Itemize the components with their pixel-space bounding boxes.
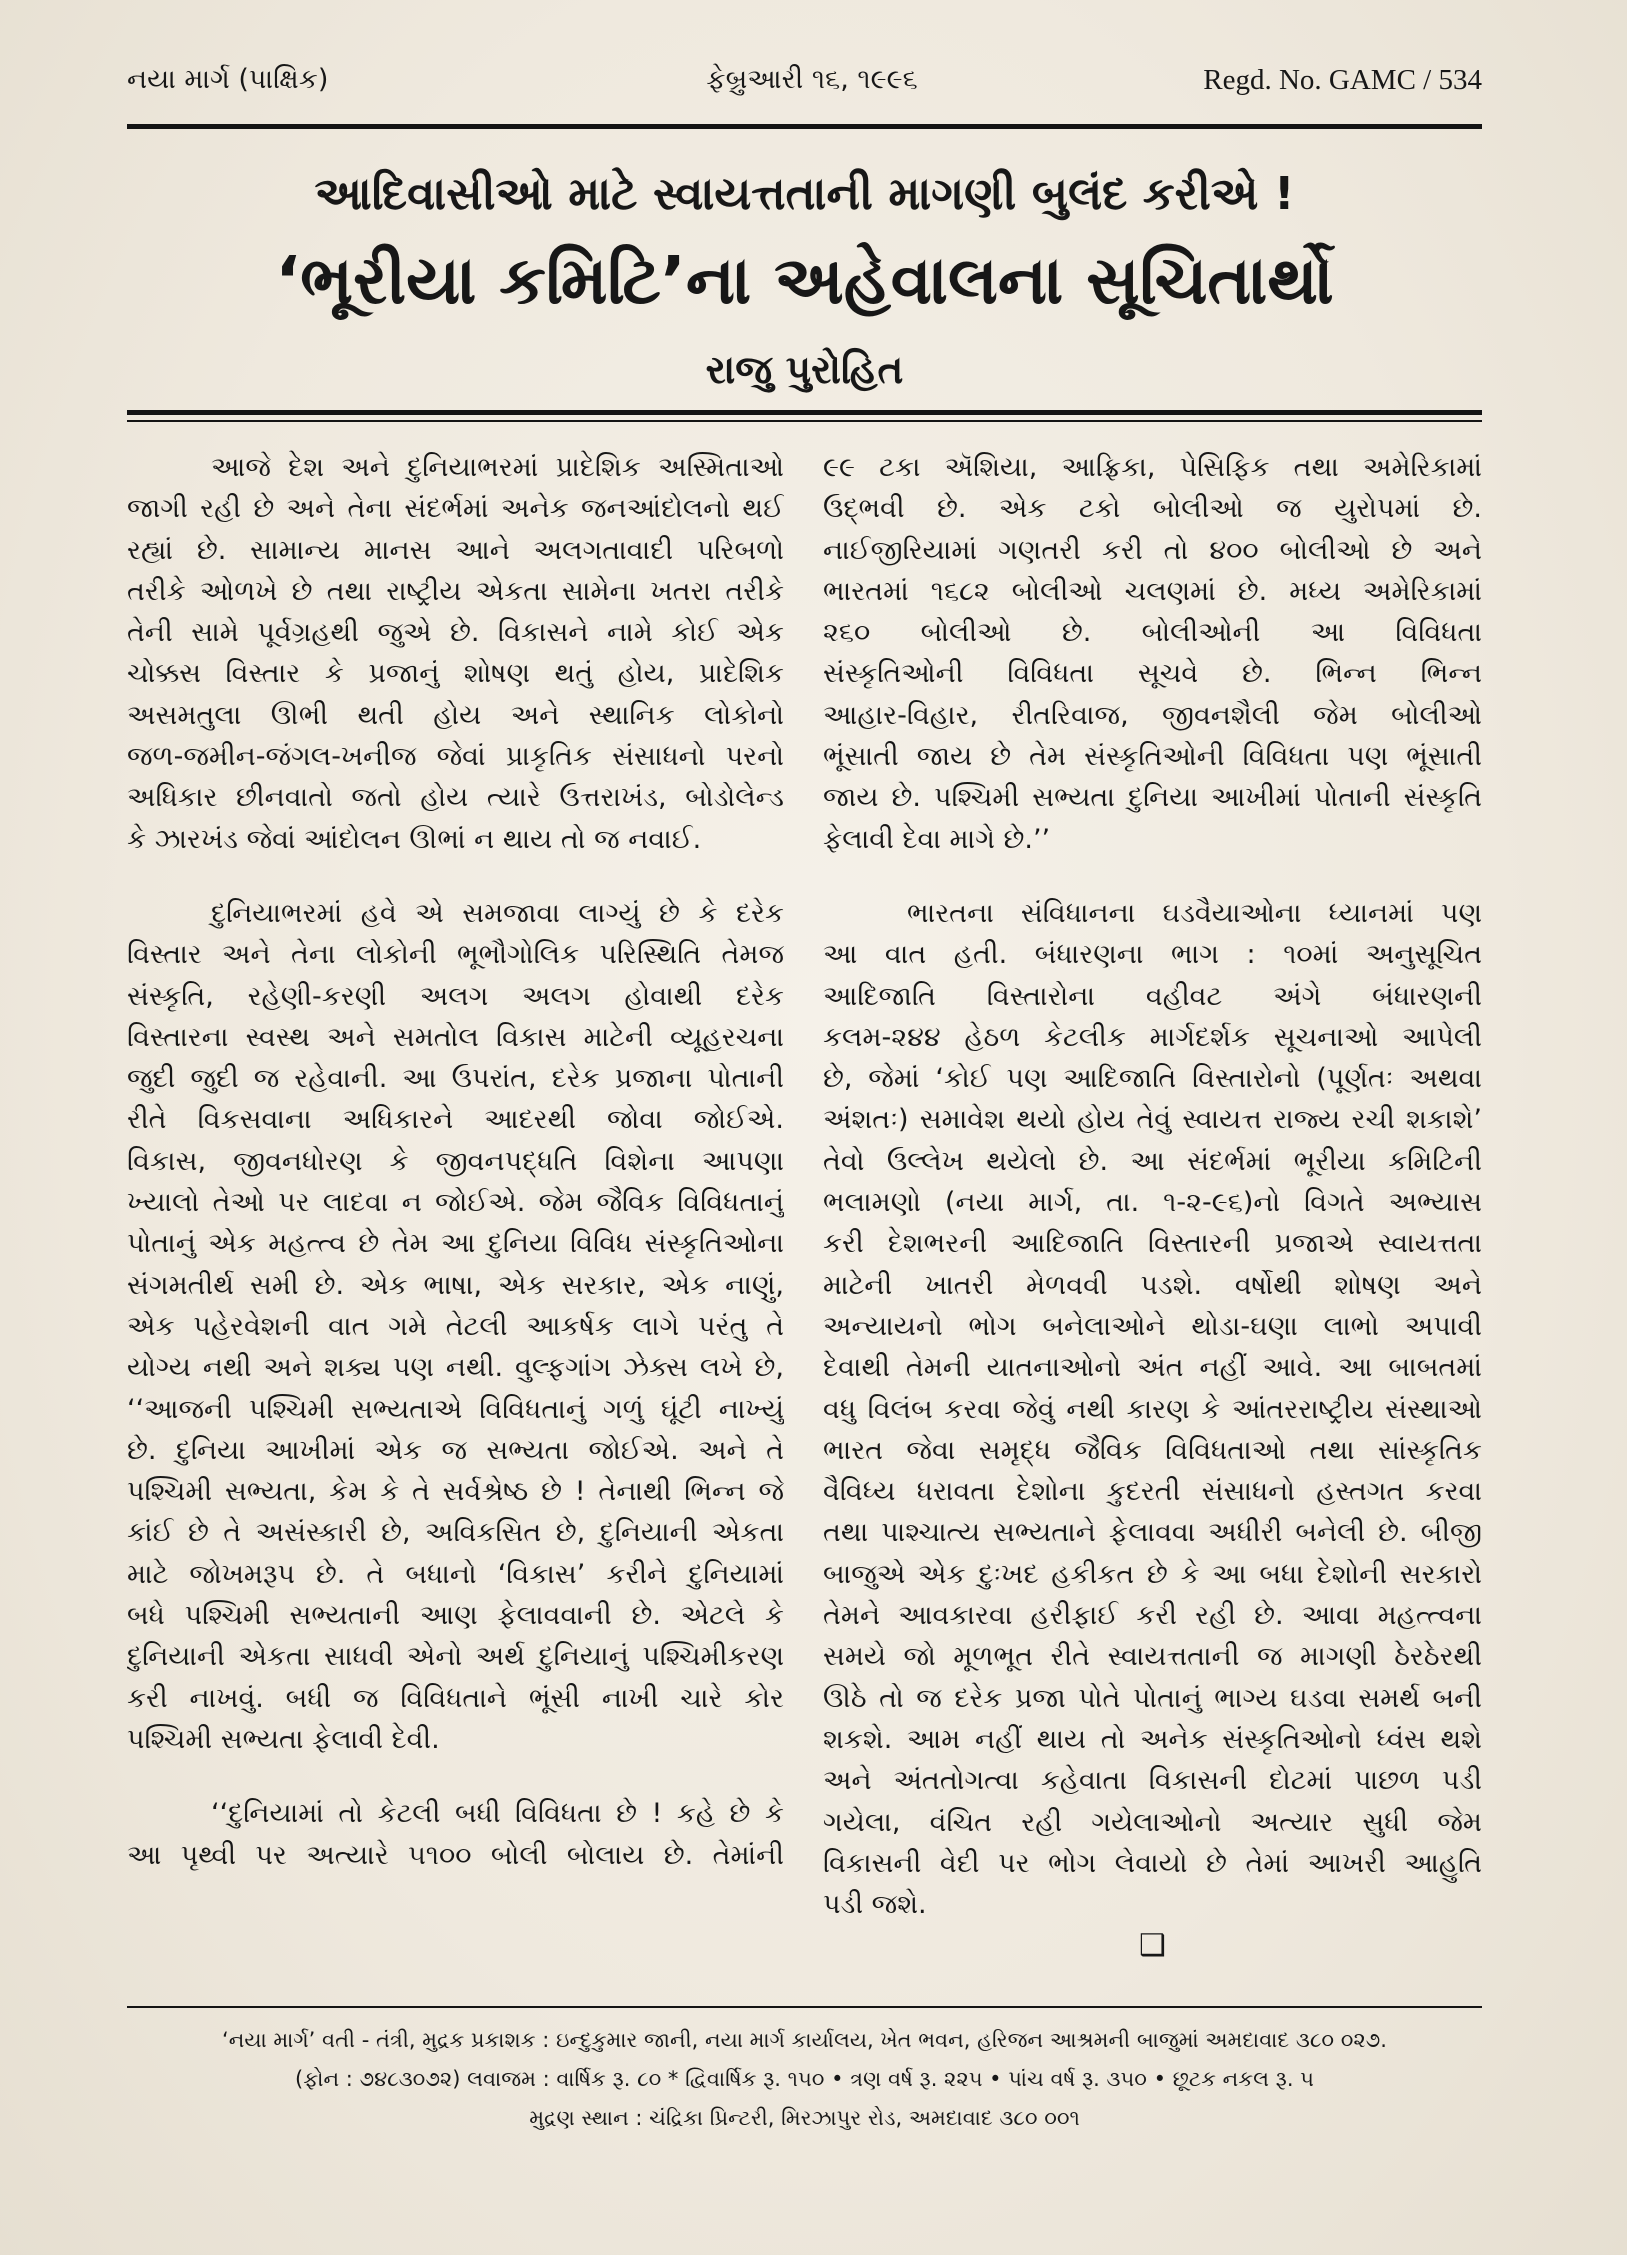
article-line: ‘‘દુનિયામાં તો કેટલી બધી વિવિધતા છે ! કહે છે કે [211,1798,784,1830]
right-column [823,447,1482,1967]
article-line: વિસ્તારના સ્વસ્થ અને સમતોલ વિકાસ માટેની વ્યૂહરચના [127,1021,784,1053]
article-line: ભારતના સંવિધાનના ઘડવૈયાઓના ધ્યાનમાં પણ [907,897,1482,929]
article-paragraph [823,447,1482,860]
publication-name: નયા માર્ગ (પાક્ષિક) [127,64,329,95]
article-line: તેની સામે પૂર્વગ્રહથી જુએ છે. વિકાસને નામે કોઈ એક [127,617,784,649]
article-line: ફેલાવી દેવા માગે છે.’’ [823,823,1051,855]
left-column [127,447,784,1876]
header-rule [127,124,1482,129]
article-line: ગયેલા, વંચિત રહી ગયેલાઓનો અત્યાર સુધી જેમ [823,1806,1482,1838]
footer-subscription-line: (ફોન : ૭૪૮૩૦૭૨) લવાજમ : વાર્ષિક રૂ. ૮૦ * દ્વિવાર્ષિક રૂ. ૧૫૦ • ત્રણ વર્ષ રૂ. ૨૨૫ • પાંચ વર્ષ રૂ. ૩૫૦ • છૂટક નકલ રૂ. ૫ [295,2067,1314,2091]
article-line: પશ્ચિમી સભ્યતા ફેલાવી દેવી. [127,1723,440,1755]
footer-rule [127,2006,1482,2008]
footer-printer-line: મુદ્રણ સ્થાન : ચંદ્રિકા પ્રિન્ટરી, મિરઝાપુર રોડ, અમદાવાદ ૩૮૦ ૦૦૧ [529,2106,1080,2130]
article-line: ભલામણો (નયા માર્ગ, તા. ૧-૨-૯૬)નો વિગતે અભ્યાસ [823,1187,1482,1219]
article-line: પડી જશે. [823,1889,927,1921]
article-line: જાય છે. પશ્ચિમી સભ્યતા દુનિયા આખીમાં પોતાની સંસ્કૃતિ [823,782,1482,814]
title-rule-thick [127,410,1482,415]
article-line: અસમતુલા ઊભી થતી હોય અને સ્થાનિક લોકોનો [127,699,784,731]
article-line: તથા પાશ્ચાત્ય સભ્યતાને ફેલાવવા અધીરી બનેલી છે. બીજી [823,1517,1482,1549]
article-line: દેવાથી તેમની યાતનાઓનો અંત નહીં આવે. આ બાબતમાં [823,1352,1482,1384]
article-line: અને અંતતોગત્વા કહેવાતા વિકાસની દોટમાં પાછળ પડી [823,1765,1482,1797]
article-line: કરી દેશભરની આદિજાતિ વિસ્તારની પ્રજાએ સ્વાયત્તતા [823,1228,1482,1260]
article-paragraph [127,893,784,1760]
article-line: સંગમતીર્થ સમી છે. એક ભાષા, એક સરકાર, એક નાણું, [127,1269,784,1301]
article-line: રહ્યાં છે. સામાન્ય માનસ આને અલગતાવાદી પરિબળો [127,534,784,566]
end-of-article-mark: ❑ [1139,1928,1166,1964]
article-line: એક પહેરવેશની વાત ગમે તેટલી આકર્ષક લાગે પરંતુ તે [127,1310,784,1342]
article-line: દુનિયાભરમાં હવે એ સમજાવા લાગ્યું છે કે દરેક [211,897,784,929]
article-line: માટેની ખાતરી મેળવવી પડશે. વર્ષોથી શોષણ અને [823,1269,1482,1301]
article-line: તેવો ઉલ્લેખ થયેલો છે. આ સંદર્ભમાં ભૂરીયા કમિટિની [823,1145,1482,1177]
article-author: રાજુ પુરોહિત [705,348,904,393]
article-line: ૨૬૦ બોલીઓ છે. બોલીઓની આ વિવિધતા [823,617,1482,649]
article-line: છે, જેમાં ‘કોઈ પણ આદિજાતિ વિસ્તારોનો (પૂર્ણતઃ અથવા [823,1063,1482,1095]
article-line: આહાર-વિહાર, રીતરિવાજ, જીવનશૈલી જેમ બોલીઓ [823,699,1482,731]
article-line: જાગી રહી છે અને તેના સંદર્ભમાં અનેક જનઆંદોલનો થઈ [127,493,784,525]
article-line: તેમને આવકારવા હરીફાઈ કરી રહી છે. આવા મહત્ત્વના [823,1600,1482,1632]
footer-publisher-line: ‘નયા માર્ગ’ વતી - તંત્રી, મુદ્રક પ્રકાશક : ઇન્દુકુમાર જાની, નયા માર્ગ કાર્યાલય, ખેત ભવન, હરિજન આશ્રમની બાજુમાં અમદાવાદ ૩૮૦ ૦૨૭. [222,2028,1387,2052]
article-line: ઉદ્ભવી છે. એક ટકો બોલીઓ જ યુરોપમાં છે. [823,493,1482,525]
article-line: જળ-જમીન-જંગલ-ખનીજ જેવાં પ્રાકૃતિક સંસાધનો પરનો [127,741,784,773]
article-line: ખ્યાલો તેઓ પર લાદવા ન જોઈએ. જેમ જૈવિક વિવિધતાનું [127,1187,784,1219]
article-line: વૈવિધ્ય ધરાવતા દેશોના કુદરતી સંસાધનો હસ્તગત કરવા [823,1476,1482,1508]
article-line: વધુ વિલંબ કરવા જેવું નથી કારણ કે આંતરરાષ્ટ્રીય સંસ્થાઓ [823,1393,1482,1425]
article-line: ‘‘આજની પશ્ચિમી સભ્યતાએ વિવિધતાનું ગળું ઘૂંટી નાખ્યું [127,1393,784,1425]
article-line: અધિકાર છીનવાતો જતો હોય ત્યારે ઉત્તરાખંડ, બોડોલેન્ડ [127,782,784,814]
article-line: વિકાસની વેદી પર ભોગ લેવાયો છે તેમાં આખરી આહુતિ [823,1847,1482,1879]
article-line: ઊઠે તો જ દરેક પ્રજા પોતે પોતાનું ભાગ્ય ઘડવા સમર્થ બની [823,1682,1482,1714]
registration-number: Regd. No. GAMC / 534 [1203,64,1482,96]
article-line: ચોક્કસ વિસ્તાર કે પ્રજાનું શોષણ થતું હોય, પ્રાદેશિક [127,658,784,690]
article-line: આદિજાતિ વિસ્તારોના વહીવટ અંગે બંધારણની [823,980,1482,1012]
article-line: તરીકે ઓળખે છે તથા રાષ્ટ્રીય એકતા સામેના ખતરા તરીકે [127,575,784,607]
article-line: પશ્ચિમી સભ્યતા, કેમ કે તે સર્વશ્રેષ્ઠ છે ! તેનાથી ભિન્ન જે [127,1476,784,1508]
article-line: યોગ્ય નથી અને શક્ય પણ નથી. વુલ્ફગાંગ ઝેક્સ લખે છે, [127,1352,784,1384]
article-line: સંસ્કૃતિઓની વિવિધતા સૂચવે છે. ભિન્ન ભિન્ન [823,658,1482,690]
issue-date: ફેબ્રુઆરી ૧૬, ૧૯૯૬ [706,64,918,95]
article-line: સમયે જો મૂળભૂત રીતે સ્વાયત્તતાની જ માગણી ઠેરઠેરથી [823,1641,1482,1673]
article-line: અંશતઃ) સમાવેશ થયો હોય તેવું સ્વાયત્ત રાજ્ય રચી શકાશે’ [823,1104,1482,1136]
article-line: ભૂંસાતી જાય છે તેમ સંસ્કૃતિઓની વિવિધતા પણ ભૂંસાતી [823,741,1482,773]
article-line: કે ઝારખંડ જેવાં આંદોલન ઊભાં ન થાય તો જ નવાઈ. [127,823,702,855]
article-line: ભારતમાં ૧૬૮૨ બોલીઓ ચલણમાં છે. મધ્ય અમેરિકામાં [823,575,1482,607]
title-rule-thin [127,420,1482,422]
article-line: ભારત જેવા સમૃદ્ધ જૈવિક વિવિધતાઓ તથા સાંસ્કૃતિક [823,1434,1482,1466]
article-line: માટે જોખમરૂપ છે. તે બધાનો ‘વિકાસ’ કરીને દુનિયામાં [127,1558,784,1590]
article-line: આ પૃથ્વી પર અત્યારે ૫૧૦૦ બોલી બોલાય છે. તેમાંની [127,1839,784,1871]
article-line: જુદી જુદી જ રહેવાની. આ ઉપરાંત, દરેક પ્રજાના પોતાની [127,1063,784,1095]
article-line: નાઈજીરિયામાં ગણતરી કરી તો ૪૦૦ બોલીઓ છે અને [823,534,1482,566]
article-line: આજે દેશ અને દુનિયાભરમાં પ્રાદેશિક અસ્મિતાઓ [211,452,784,483]
article-line: કરી નાખવું. બધી જ વિવિધતાને ભૂંસી નાખી ચારે કોર [127,1682,784,1714]
article-line: કાંઈ છે તે અસંસ્કારી છે, અવિકસિત છે, દુનિયાની એકતા [127,1517,784,1549]
article-headline: ‘ભૂરીયા કમિટિ’ના અહેવાલના સૂચિતાર્થો [275,242,1334,319]
article-line: બાજુએ એક દુઃખદ હકીકત છે કે આ બધા દેશોની સરકારો [823,1558,1482,1590]
article-paragraph [127,1793,784,1876]
article-line: વિકાસ, જીવનધોરણ કે જીવનપદ્ધતિ વિશેના આપણા [127,1145,784,1177]
article-line: બધે પશ્ચિમી સભ્યતાની આણ ફેલાવવાની છે. એટલે કે [127,1600,784,1632]
article-line: દુનિયાની એકતા સાધવી એનો અર્થ દુનિયાનું પશ્ચિમીકરણ [127,1641,784,1673]
article-line: શકશે. આમ નહીં થાય તો અનેક સંસ્કૃતિઓનો ધ્વંસ થશે [823,1723,1482,1755]
article-line: અન્યાયનો ભોગ બનેલાઓને થોડા-ઘણા લાભો અપાવી [823,1310,1482,1342]
article-line: વિસ્તાર અને તેના લોકોની ભૂભૌગોલિક પરિસ્થિતિ તેમજ [127,939,784,971]
article-line: પોતાનું એક મહત્ત્વ છે તેમ આ દુનિયા વિવિધ સંસ્કૃતિઓના [127,1228,784,1260]
article-line: ૯૯ ટકા ઍશિયા, આફ્રિકા, પેસિફિક તથા અમેરિકામાં [823,452,1482,483]
article-line: છે. દુનિયા આખીમાં એક જ સભ્યતા જોઈએ. અને તે [127,1434,784,1466]
article-paragraph [127,447,784,860]
article-line: રીતે વિકસવાના અધિકારને આદરથી જોવા જોઈએ. [127,1104,784,1136]
article-paragraph [823,893,1482,1925]
article-line: આ વાત હતી. બંધારણના ભાગ : ૧૦માં અનુસૂચિત [823,939,1482,971]
article-kicker: આદિવાસીઓ માટે સ્વાયત્તતાની માગણી બુલંદ કરીએ ! [314,167,1295,220]
article-line: સંસ્કૃતિ, રહેણી-કરણી અલગ અલગ હોવાથી દરેક [127,980,784,1012]
article-line: કલમ-૨૪૪ હેઠળ કેટલીક માર્ગદર્શક સૂચનાઓ આપેલી [823,1021,1482,1053]
